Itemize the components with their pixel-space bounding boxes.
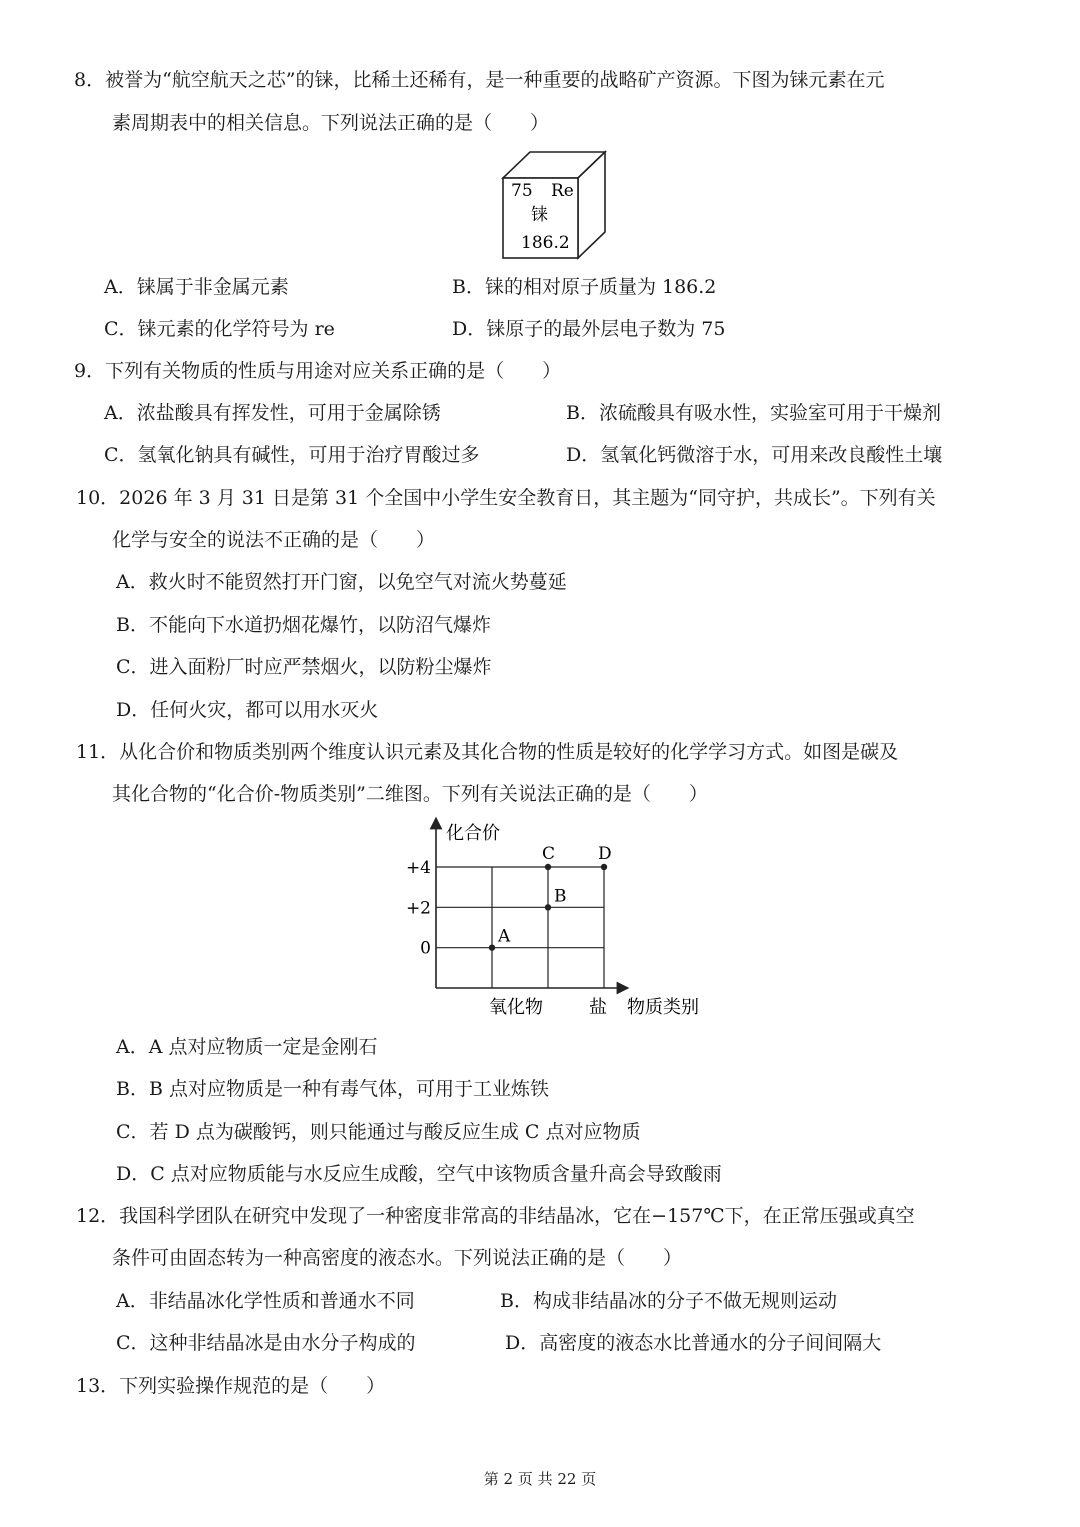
q9-stem: 9．下列有关物质的性质与用途对应关系正确的是（ ） bbox=[74, 360, 562, 382]
q10-option-b: B．不能向下水道扔烟花爆竹，以防沼气爆炸 bbox=[116, 614, 491, 636]
q9-option-b: B．浓硫酸具有吸水性，实验室可用于干燥剂 bbox=[566, 402, 941, 424]
q11-stem-line1: 11．从化合价和物质类别两个维度认识元素及其化合物的性质是较好的化学学习方式。如图是碳及 bbox=[76, 741, 899, 763]
q11-option-c: C．若 D 点为碳酸钙，则只能通过与酸反应生成 C 点对应物质 bbox=[116, 1121, 641, 1143]
chart-grid bbox=[436, 867, 604, 988]
q12-option-d: D．高密度的液态水比普通水的分子间间隔大 bbox=[505, 1332, 882, 1354]
q8-option-b: B．铼的相对原子质量为 186.2 bbox=[452, 276, 717, 298]
q12-stem-line2: 条件可由固态转为一种高密度的液态水。下列说法正确的是（ ） bbox=[112, 1247, 683, 1269]
y-tick-label: 0 bbox=[420, 938, 431, 959]
point-label-D: D bbox=[598, 844, 612, 864]
y-axis-label: 化合价 bbox=[446, 823, 500, 844]
q13-stem: 13．下列实验操作规范的是（ ） bbox=[76, 1375, 386, 1397]
q11-option-d: D．C 点对应物质能与水反应生成酸，空气中该物质含量升高会导致酸雨 bbox=[116, 1163, 722, 1185]
q11-stem-line2: 其化合物的“化合价-物质类别”二维图。下列有关说法正确的是（ ） bbox=[112, 783, 708, 805]
point-label-B: B bbox=[554, 886, 567, 907]
q10-option-d: D．任何火灾，都可以用水灭火 bbox=[116, 699, 379, 721]
q11-option-b: B．B 点对应物质是一种有毒气体，可用于工业炼铁 bbox=[116, 1078, 549, 1100]
q12-stem-line1: 12．我国科学团队在研究中发现了一种密度非常高的非结晶冰，它在−157℃下，在正常压强或真空 bbox=[76, 1205, 915, 1227]
q9-option-d: D．氢氧化钙微溶于水，可用来改良酸性土壤 bbox=[566, 444, 943, 466]
page-footer: 第 2 页 共 22 页 bbox=[483, 1470, 597, 1488]
q10-stem-line2: 化学与安全的说法不正确的是（ ） bbox=[112, 529, 436, 551]
x-category-label: 氧化物 bbox=[489, 997, 543, 1018]
element-symbol: Re bbox=[551, 181, 574, 201]
element-name: 铼 bbox=[531, 205, 548, 225]
q11-option-a: A．A 点对应物质一定是金刚石 bbox=[116, 1036, 378, 1058]
y-tick-label: +2 bbox=[405, 898, 431, 919]
point-B bbox=[545, 904, 551, 910]
y-tick-label: +4 bbox=[405, 858, 431, 878]
q10-option-c: C．进入面粉厂时应严禁烟火，以防粉尘爆炸 bbox=[116, 656, 492, 678]
element-number: 75 bbox=[511, 181, 533, 201]
q12-option-c: C．这种非结晶冰是由水分子构成的 bbox=[116, 1332, 416, 1354]
q10-stem-line1: 10．2026 年 3 月 31 日是第 31 个全国中小学生安全教育日，其主题为“同守护，共成长”。下列有关 bbox=[76, 487, 936, 509]
q12-option-a: A．非结晶冰化学性质和普通水不同 bbox=[116, 1290, 415, 1312]
element-mass: 186.2 bbox=[521, 233, 570, 253]
q8-stem-line2: 素周期表中的相关信息。下列说法正确的是（ ） bbox=[112, 112, 550, 134]
q10-option-a: A．救火时不能贸然打开门窗，以免空气对流火势蔓延 bbox=[116, 571, 567, 593]
point-label-C: C bbox=[542, 844, 556, 864]
x-axis-label: 物质类别 bbox=[627, 997, 699, 1018]
q9-option-a: A．浓盐酸具有挥发性，可用于金属除锈 bbox=[104, 402, 441, 424]
q8-stem-line1: 8．被誉为“航空航天之芯”的铼，比稀土还稀有，是一种重要的战略矿产资源。下图为铼元素在元 bbox=[74, 69, 885, 91]
x-category-label: 盐 bbox=[589, 997, 607, 1018]
q8-option-d: D．铼原子的最外层电子数为 75 bbox=[452, 318, 726, 340]
q8-option-c: C．铼元素的化学符号为 re bbox=[104, 318, 335, 340]
point-C bbox=[545, 864, 551, 870]
valence-category-chart bbox=[395, 815, 725, 1025]
q8-option-a: A．铼属于非金属元素 bbox=[104, 276, 289, 298]
element-tile bbox=[495, 148, 615, 263]
point-D bbox=[601, 864, 607, 870]
q9-option-c: C．氢氧化钠具有碱性，可用于治疗胃酸过多 bbox=[104, 444, 480, 466]
q12-option-b: B．构成非结晶冰的分子不做无规则运动 bbox=[500, 1290, 837, 1312]
point-A bbox=[489, 944, 495, 950]
point-label-A: A bbox=[498, 926, 511, 947]
